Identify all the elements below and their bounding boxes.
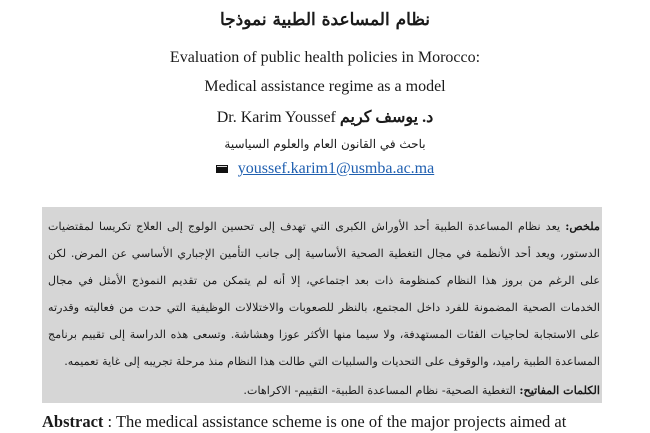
- arabic-keywords: [48, 380, 600, 401]
- arabic-title: نظام المساعدة الطبية نموذجا: [219, 10, 430, 30]
- arabic-abstract-label: ملخص:: [565, 219, 600, 233]
- english-title-line1: Evaluation of public health policies in Morocco:: [169, 49, 481, 66]
- english-abstract-label: Abstract: [42, 412, 104, 431]
- author-affiliation: باحث في القانون العام والعلوم السياسية: [224, 137, 426, 151]
- arabic-abstract: [48, 213, 600, 375]
- author-line: [0, 107, 650, 127]
- author-arabic-name: د. يوسف كريم: [339, 109, 434, 126]
- english-abstract-text: : The medical assistance scheme is one of the major projects aimed at: [103, 412, 567, 431]
- author-english-name: Dr. Karim Youssef: [216, 109, 336, 126]
- author-email-link[interactable]: youssef.karim1@usmba.ac.ma: [237, 160, 435, 177]
- email-line: [0, 160, 650, 178]
- envelope-icon: [216, 165, 228, 173]
- arabic-keywords-text: التغطية الصحية- نظام المساعدة الطبية- التقييم- الاكراهات.: [243, 384, 520, 397]
- arabic-keywords-label: الكلمات المفاتيح:: [519, 383, 600, 397]
- english-abstract: [42, 412, 602, 432]
- english-title-line2: Medical assistance regime as a model: [204, 78, 446, 95]
- arabic-abstract-text: يعد نظام المساعدة الطبية أحد الأوراش الكبرى التي تهدف إلى تحسين الولوج إلى العلاج تكريسا لمقتضيات الدستور، ويعد أحد الأنظمة في مجال التغطية الصحية الأساسية إلى جانب التأمين الإجباري الأساسي عن المرض. لكن على الرغم من بروز هذا النظام كمنظومة ذات بعد اجتماعي، إلا أنه لم يتمكن من تقديم النموذج الأمثل في مجال الخدمات الصحية المضمونة للفرد داخل المجتمع، بالنظر للصعوبات والاختلالات الوظيفية التي حدت من فعاليته وقدرته على الاستجابة لحاجيات الفئات المستهدفة، ولا سيما منها الأكثر عوزا وهشاشة. وتسعى هذه الدراسة إلى تقييم برنامج المساعدة الطبية راميد، والوقوف على التحديات والسلبيات التي طالت هذا النظام منذ مرحلة تجريبه إلى غاية تعميمه.: [48, 220, 600, 368]
